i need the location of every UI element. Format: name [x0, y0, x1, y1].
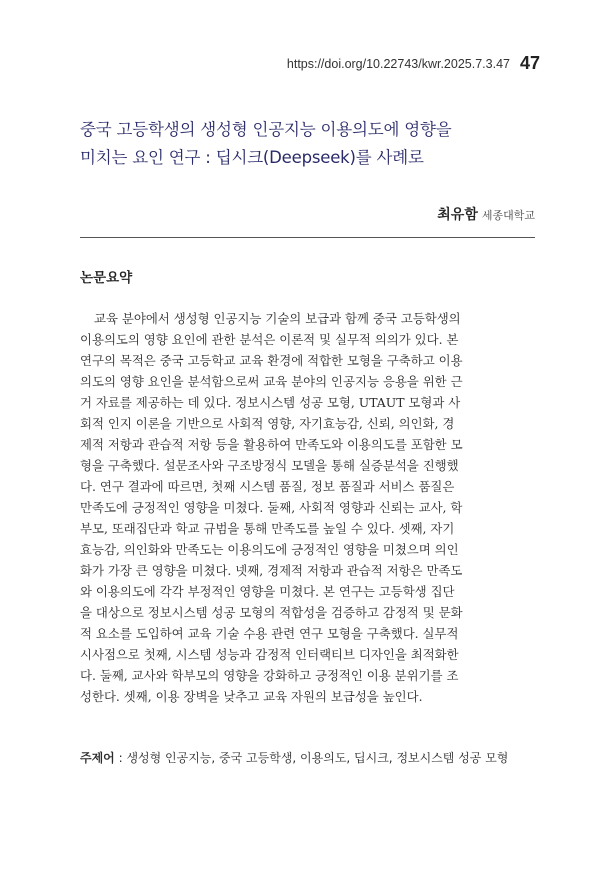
keywords-text: 생성형 인공지능, 중국 고등학생, 이용의도, 딥시크, 정보시스템 성공 모형	[126, 751, 509, 765]
running-header	[0, 53, 540, 74]
abstract-line: 화가 가장 큰 영향을 미쳤다. 넷째, 경제적 저항과 관습적 저항은 만족도	[80, 563, 463, 578]
keywords-separator: :	[114, 751, 127, 765]
paper-title	[80, 116, 550, 172]
keywords-label: 주제어	[80, 751, 115, 765]
abstract-line: 다. 연구 결과에 따르면, 첫째 시스템 품질, 정보 품질과 서비스 품질은	[80, 479, 455, 494]
abstract-body	[80, 308, 540, 707]
author-block	[80, 204, 535, 224]
abstract-line: 거 자료를 제공하는 데 있다. 정보시스템 성공 모형, UTAUT 모형과 사	[80, 395, 461, 410]
abstract-line: 형을 구축했다. 설문조사와 구조방정식 모델을 통해 실증분석을 진행했	[80, 458, 459, 473]
abstract-line: 의도의 영향 요인을 분석함으로써 교육 분야의 인공지능 응용을 위한 근	[80, 374, 463, 389]
doi-link[interactable]: https://doi.org/10.22743/kwr.2025.7.3.47	[286, 57, 510, 71]
abstract-line: 적 요소를 도입하여 교육 기술 수용 관련 연구 모형을 구축했다. 실무적	[80, 626, 459, 641]
abstract-line: 제적 저항과 관습적 저항 등을 활용하여 만족도와 이용의도를 포함한 모	[80, 437, 463, 452]
abstract-line: 을 대상으로 정보시스템 성공 모형의 적합성을 검증하고 감정적 및 문화	[80, 605, 463, 620]
title-line-2: 미치는 요인 연구 : 딥시크(Deepseek)를 사례로	[80, 148, 424, 167]
abstract-line: 시사점으로 첫째, 시스템 성능과 감정적 인터랙티브 디자인을 최적화한	[80, 647, 459, 662]
page-number: 47	[519, 53, 540, 73]
abstract-line: 효능감, 의인화와 만족도는 이용의도에 긍정적인 영향을 미쳤으며 의인	[80, 542, 459, 557]
abstract-line: 연구의 목적은 중국 고등학교 교육 환경에 적합한 모형을 구축하고 이용	[80, 353, 463, 368]
keywords-line	[80, 749, 540, 766]
abstract-line: 회적 인지 이론을 기반으로 사회적 영향, 자기효능감, 신뢰, 의인화, 경	[80, 416, 455, 431]
author-name: 최유함	[437, 207, 478, 223]
abstract-line: 부모, 또래집단과 학교 규범을 통해 만족도를 높일 수 있다. 셋째, 자기	[80, 521, 455, 536]
abstract-line: 이용의도의 영향 요인에 관한 분석은 이론적 및 실무적 의의가 있다. 본	[80, 332, 459, 347]
abstract-heading: 논문요약	[80, 270, 133, 286]
abstract-line: 다. 둘째, 교사와 학부모의 영향을 강화하고 긍정적인 이용 분위기를 조	[80, 668, 459, 683]
abstract-line: 교육 분야에서 생성형 인공지능 기술의 보급과 함께 중국 고등학생의	[94, 311, 461, 326]
author-affiliation: 세종대학교	[481, 209, 535, 222]
header-divider	[80, 237, 535, 238]
title-line-1: 중국 고등학생의 생성형 인공지능 이용의도에 영향을	[80, 120, 452, 139]
abstract-line: 만족도에 긍정적인 영향을 미쳤다. 둘째, 사회적 영향과 신뢰는 교사, 학	[80, 500, 463, 515]
abstract-line: 성한다. 셋째, 이용 장벽을 낮추고 교육 자원의 보급성을 높인다.	[80, 689, 423, 704]
abstract-line: 와 이용의도에 각각 부정적인 영향을 미쳤다. 본 연구는 고등학생 집단	[80, 584, 455, 599]
